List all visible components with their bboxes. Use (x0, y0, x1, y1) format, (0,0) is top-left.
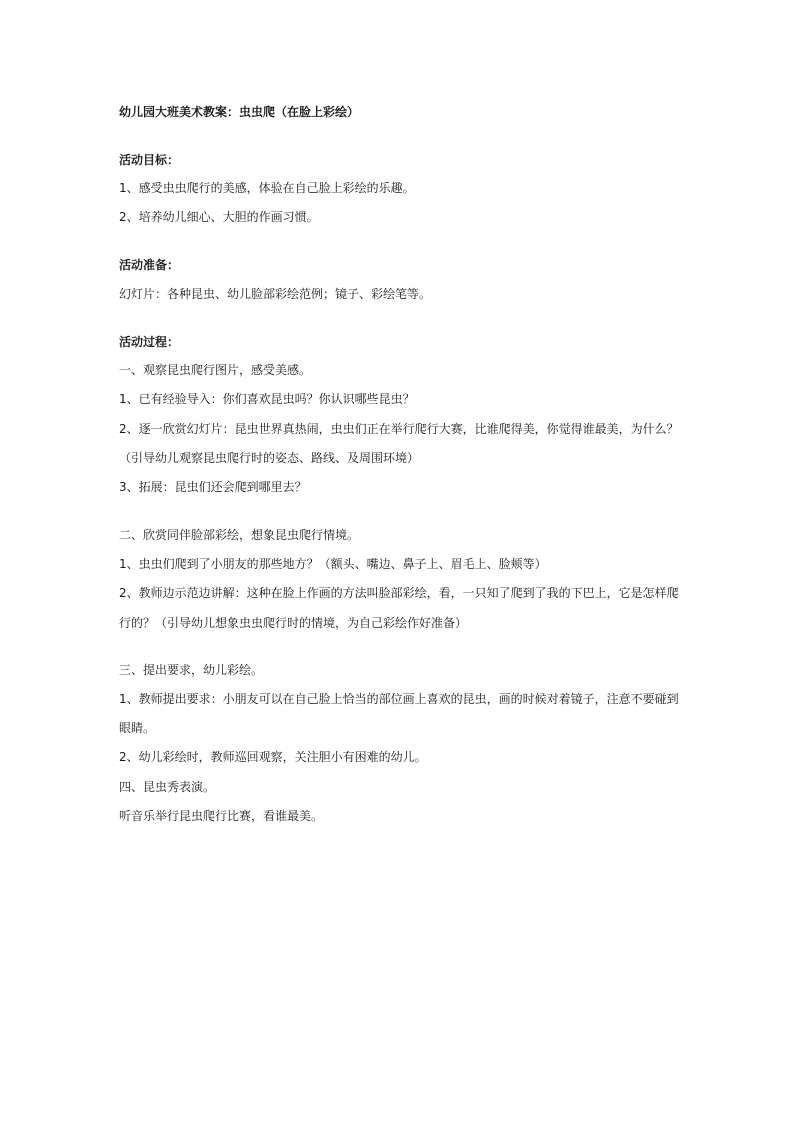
document-title: 幼儿园大班美术教案：虫虫爬（在脸上彩绘） (119, 105, 360, 119)
process-line-14: 四、昆虫秀表演。 (119, 780, 216, 794)
process-line-11: 1、教师提出要求：小朋友可以在自己脸上恰当的部位画上喜欢的昆虫，画的时候对着镜子，注意不要碰到 (119, 692, 679, 706)
prep-text: 幻灯片：各种昆虫、幼儿脸部彩绘范例；镜子、彩绘笔等。 (119, 287, 432, 301)
process-line-2: 1、已有经验导入：你们喜欢昆虫吗？你认识哪些昆虫？ (119, 392, 415, 406)
process-line-10: 三、提出要求，幼儿彩绘。 (119, 663, 264, 677)
goal-item-2: 2、培养幼儿细心、大胆的作画习惯。 (119, 210, 319, 224)
prep-heading: 活动准备： (119, 258, 180, 272)
goal-item-1: 1、感受虫虫爬行的美感，体验在自己脸上彩绘的乐趣。 (119, 181, 415, 195)
process-line-5: 3、拓展：昆虫们还会爬到哪里去？ (119, 480, 307, 494)
goals-heading: 活动目标： (119, 153, 180, 167)
process-line-4: （引导幼儿观察昆虫爬行时的姿态、路线、及周围环境） (119, 451, 420, 465)
process-line-12: 眼睛。 (119, 721, 156, 735)
process-line-7: 1、虫虫们爬到了小朋友的那些地方？（额头、嘴边、鼻子上、眉毛上、脸颊等） (119, 557, 547, 571)
process-line-9: 行的？（引导幼儿想象虫虫爬行时的情境，为自己彩绘作好准备） (119, 616, 468, 630)
process-line-1: 一、观察昆虫爬行图片，感受美感。 (119, 363, 312, 377)
process-line-3: 2、逐一欣赏幻灯片：昆虫世界真热闹，虫虫们正在举行爬行大赛，比谁爬得美，你觉得谁最美，为什么？ (119, 422, 679, 436)
process-line-6: 二、欣赏同伴脸部彩绘，想象昆虫爬行情境。 (119, 528, 360, 542)
process-line-8: 2、教师边示范边讲解：这种在脸上作画的方法叫脸部彩绘，看，一只知了爬到了我的下巴上，它是怎样爬 (119, 586, 679, 600)
process-heading: 活动过程： (119, 335, 180, 349)
process-line-15: 听音乐举行昆虫爬行比赛，看谁最美。 (119, 809, 324, 823)
process-line-13: 2、幼儿彩绘时，教师巡回观察，关注胆小有困难的幼儿。 (119, 750, 427, 764)
